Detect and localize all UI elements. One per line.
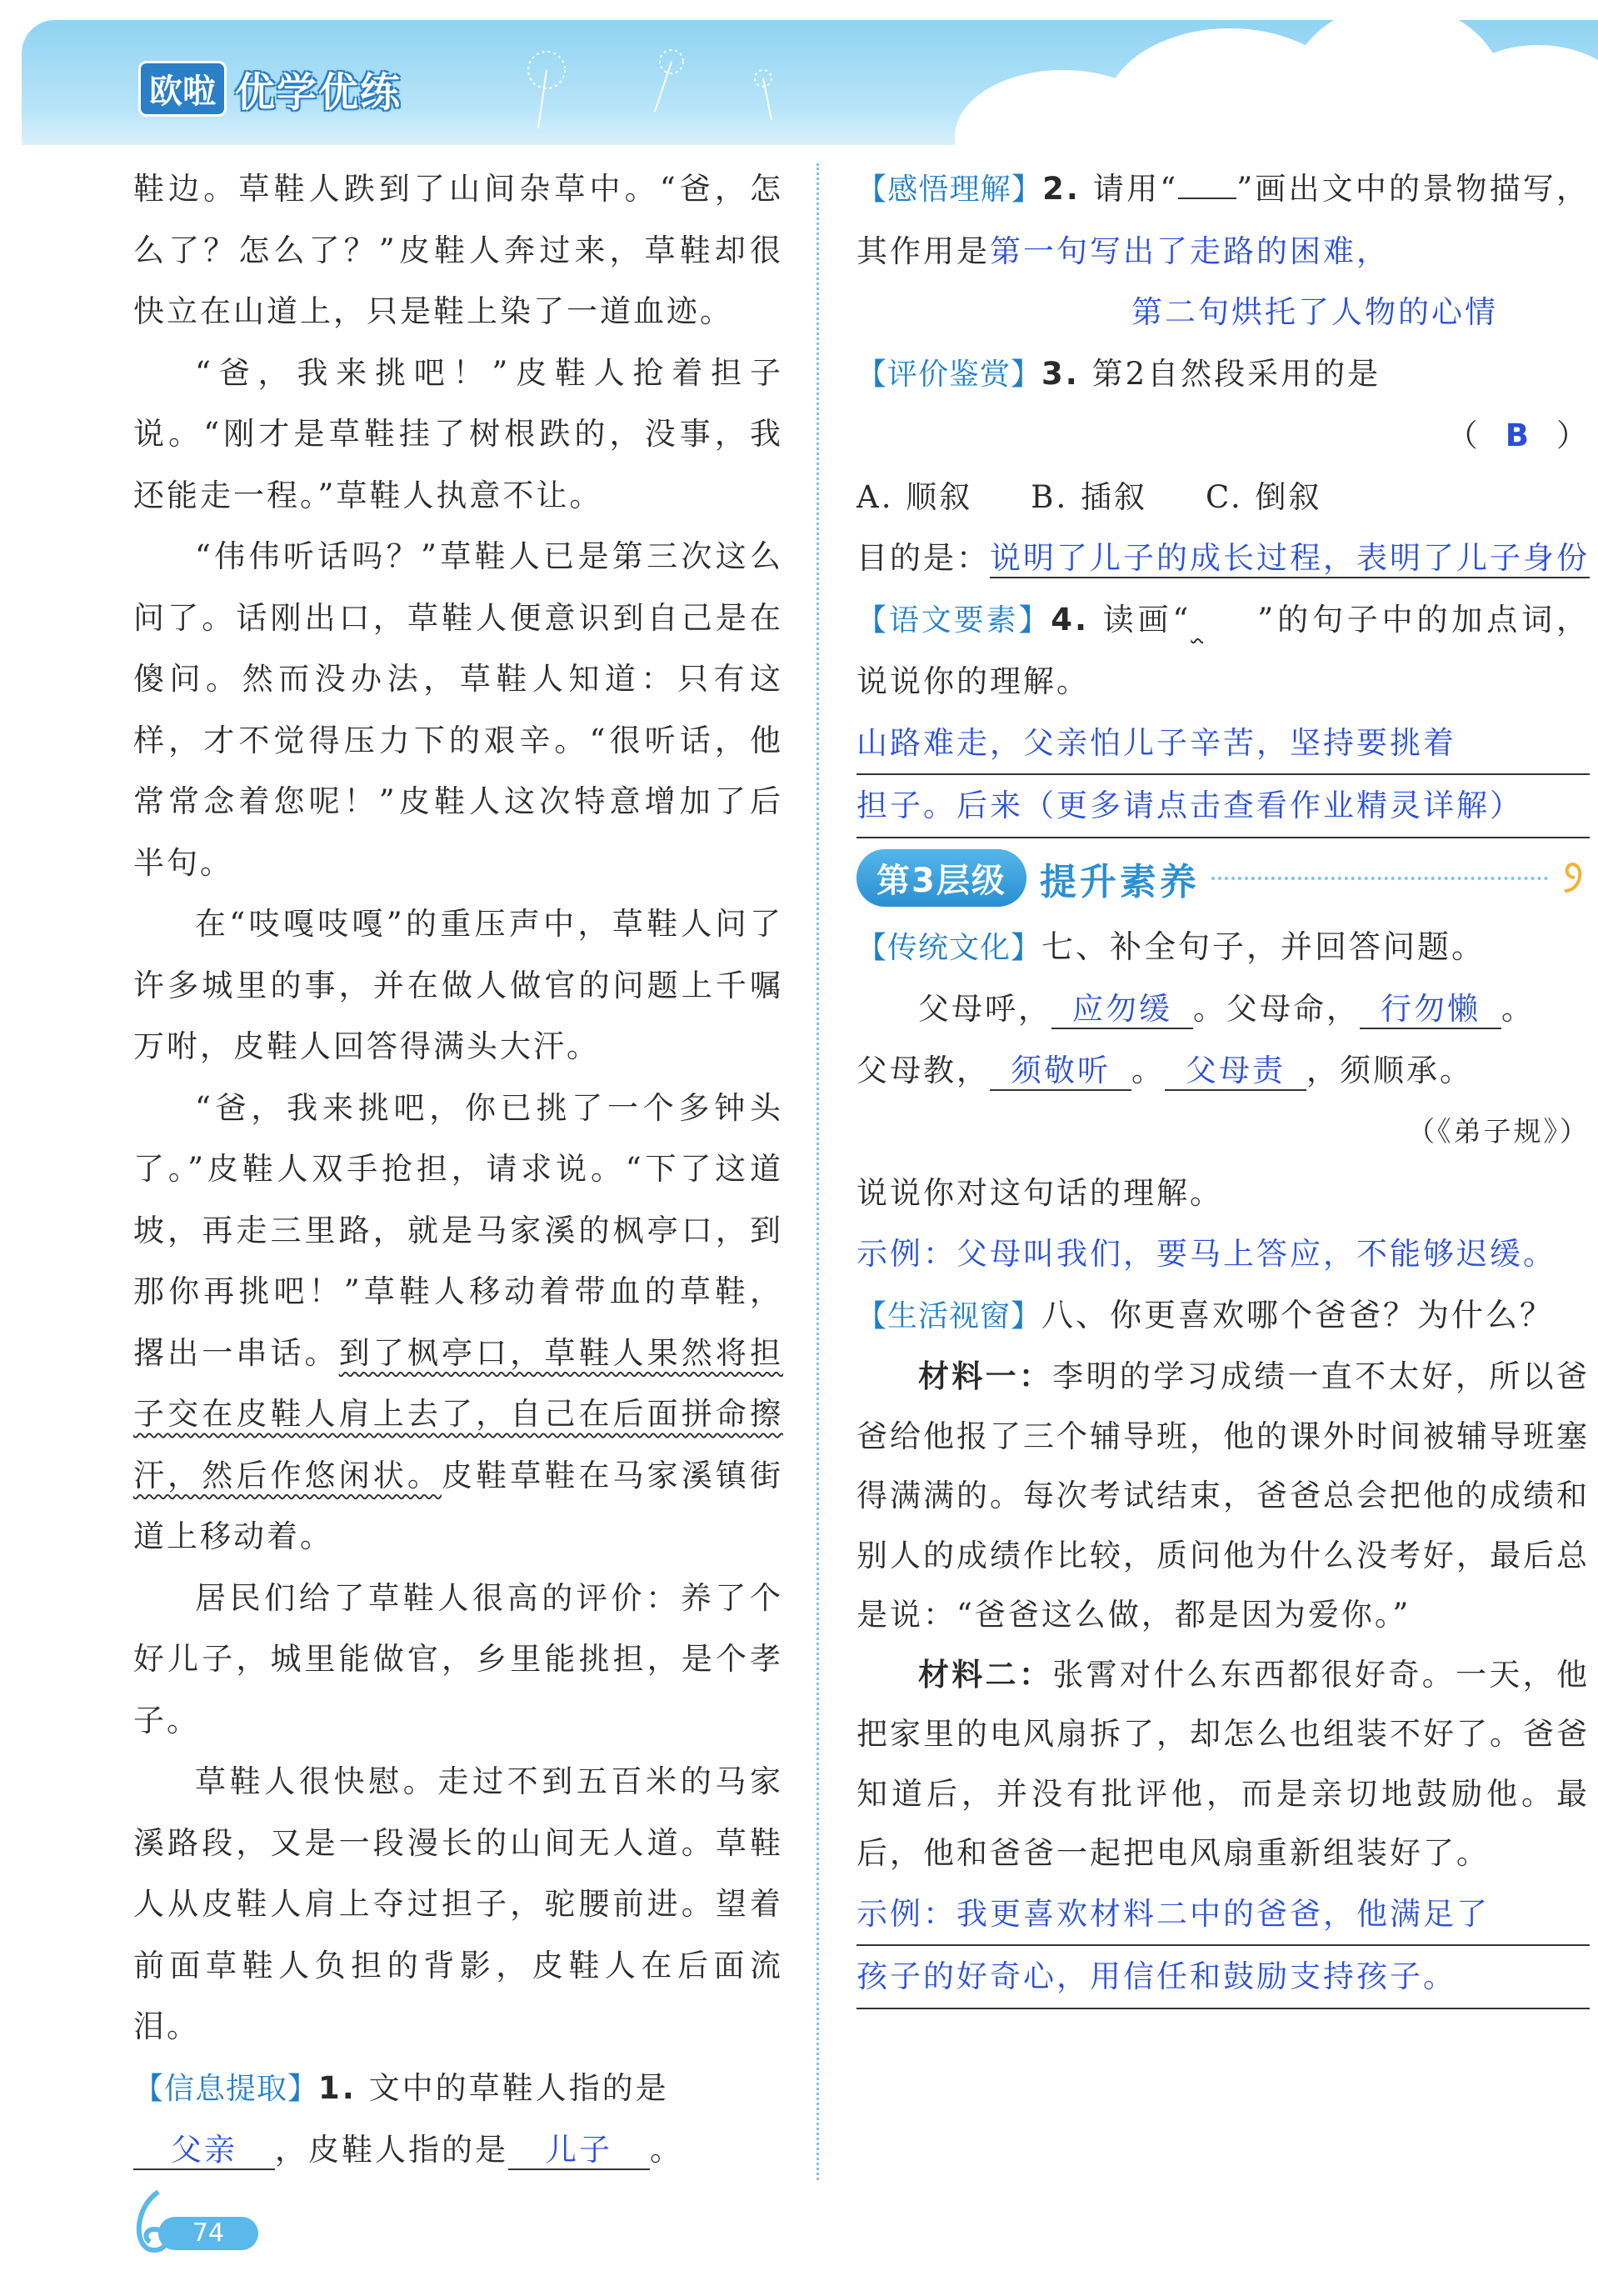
answer-text: 山路难走，父亲怕儿子辛苦，坚持要挑着 bbox=[856, 713, 1590, 776]
question-tag: 【感悟理解】 bbox=[856, 173, 1043, 207]
level-badge: 第3层级 bbox=[856, 849, 1026, 907]
left-column bbox=[133, 158, 783, 2181]
question-text: 读画“ bbox=[1089, 601, 1191, 638]
question-number: 1. bbox=[318, 2069, 357, 2106]
brand bbox=[138, 62, 402, 115]
question-4 bbox=[856, 589, 1590, 713]
question-tag: 【生活视窗】 bbox=[856, 1298, 1042, 1333]
underline-sample bbox=[1178, 198, 1236, 199]
wavy-underlined-sentence: 到了枫亭口，草鞋人果然将担子交在皮鞋人肩上去了，自己在后面拼命擦汗，然后作悠闲状。 bbox=[133, 1334, 784, 1493]
question-title: 八、你更喜欢哪个爸爸？为什么？ bbox=[1041, 1296, 1555, 1333]
question-text: ”的句子中的加点词，说说你的理解。 bbox=[856, 601, 1590, 699]
answer-text: 示例：我更喜欢材料二中的爸爸，他满足了 bbox=[856, 1883, 1590, 1947]
text-span: “爸，我来挑吧，你已挑了一个多钟头了。”皮鞋人双手抢担，请求说。“下了这道坡，再走三里路，就是马家溪的枫亭口，到那你再挑吧！”草鞋人移动着带血的草鞋，撂出一串话。 bbox=[133, 1089, 783, 1371]
question-tag: 【信息提取】 bbox=[133, 2071, 319, 2106]
text-span: 父母呼， bbox=[918, 991, 1051, 1027]
choice-option: B. 插叙 bbox=[1031, 478, 1147, 515]
answer-text: 第二句烘托了人物的心情 bbox=[1131, 294, 1498, 330]
text-span: 。 bbox=[1501, 991, 1535, 1027]
fill-line bbox=[856, 978, 1590, 1040]
choice-answer-value: B bbox=[1505, 418, 1531, 453]
question-1 bbox=[133, 2058, 783, 2181]
answer-line bbox=[856, 1883, 1590, 1947]
question-number: 3. bbox=[1041, 355, 1080, 392]
paragraph: 草鞋人很快慰。走过不到五百米的马家溪路段，又是一段漫长的山间无人道。草鞋人从皮鞋人肩上夺过担子，驼腰前进。望着前面草鞋人负担的背影，皮鞋人在后面流泪。 bbox=[133, 1763, 783, 2044]
paragraph: 鞋边。草鞋人跌到了山间杂草中。“爸，怎么了？怎么了？”皮鞋人奔过来，草鞋却很快立在山道上，只是鞋上染了一道血迹。 bbox=[133, 171, 783, 329]
question-text: 。 bbox=[650, 2132, 683, 2168]
paragraph: “爸，我来挑吧！”皮鞋人抢着担子说。“刚才是草鞋挂了树根跌的，没事，我还能走一程。”草鞋人执意不让。 bbox=[133, 354, 783, 513]
question-text: 文中的草鞋人指的是 bbox=[356, 2069, 669, 2106]
text-span: 。 bbox=[1131, 1052, 1165, 1088]
answer-text: 孩子的好奇心，用信任和鼓励支持孩子。 bbox=[856, 1946, 1590, 2009]
fill-line bbox=[856, 1040, 1590, 1102]
level-banner bbox=[856, 845, 1590, 912]
question-number: 4. bbox=[1051, 601, 1090, 638]
choice-option: A. 顺叙 bbox=[856, 478, 973, 515]
question-3 bbox=[856, 343, 1590, 406]
column-divider bbox=[816, 163, 819, 2180]
text-span: ，须顺承。 bbox=[1306, 1052, 1473, 1088]
material-label: 材料一： bbox=[918, 1358, 1053, 1394]
answer-blank: 父亲 bbox=[133, 2132, 275, 2170]
dotted-line bbox=[1211, 876, 1548, 880]
text-span: 皮鞋草鞋在马家溪镇街道上移动着。 bbox=[133, 1457, 783, 1554]
paragraph: 居民们给了草鞋人很高的评价：养了个好儿子，城里能做官，乡里能挑担，是个孝子。 bbox=[133, 1579, 783, 1738]
page-header bbox=[22, 20, 1598, 145]
material-label: 材料二： bbox=[918, 1655, 1053, 1693]
answer-text: 说明了儿子的成长过程，表明了儿子身份 bbox=[990, 540, 1590, 578]
answer-text: 担子。后来（更多请点击查看作业精灵详解） bbox=[856, 775, 1590, 838]
answer-blank: 行勿懒 bbox=[1360, 991, 1501, 1029]
question-title: 七、补全句子，并回答问题。 bbox=[1041, 928, 1486, 965]
answer-line bbox=[856, 775, 1590, 838]
question-text: 第2自然段采用的是 bbox=[1079, 355, 1381, 392]
source-citation: （《弟子规》） bbox=[1407, 1115, 1590, 1148]
answer-line bbox=[856, 713, 1590, 776]
choice-option: C. 倒叙 bbox=[1205, 478, 1322, 515]
question-text: 请用“ bbox=[1080, 171, 1179, 207]
answer-blank: 须敬听 bbox=[990, 1053, 1131, 1091]
text-span: 。父母命， bbox=[1193, 991, 1360, 1027]
paragraph: 在“吱嘎吱嘎”的重压声中，草鞋人问了许多城里的事，并在做人做官的问题上千嘱万咐，皮鞋人回答得满头大汗。 bbox=[133, 906, 783, 1064]
right-column bbox=[856, 158, 1590, 2009]
wavy-underline-sample bbox=[1191, 589, 1257, 651]
question-tag: 【评价鉴赏】 bbox=[856, 357, 1042, 392]
question-tag: 【语文要素】 bbox=[856, 603, 1051, 638]
swirl-icon bbox=[1556, 858, 1590, 899]
material-1 bbox=[856, 1347, 1590, 1645]
question-tag: 【传统文化】 bbox=[856, 930, 1042, 965]
answer-text: 示例：父母叫我们，要马上答应，不能够迟缓。 bbox=[856, 1236, 1556, 1272]
answer-line bbox=[856, 1223, 1590, 1285]
material-text: 张霄对什么东西都很好奇。一天，他把家里的电风扇拆了，却怎么也组装不好了。爸爸知道后，并没有批评他，而是亲切地鼓励他。最后，他和爸爸一起把电风扇重新组装好了。 bbox=[856, 1656, 1591, 1871]
purpose-line bbox=[856, 528, 1590, 589]
question-text: ，皮鞋人指的是 bbox=[275, 2132, 508, 2168]
answer-blank: 儿子 bbox=[508, 2132, 650, 2170]
material-text: 李明的学习成绩一直不太好，所以爸爸给他报了三个辅导班，他的课外时间被辅导班塞得满满的。每次考试结束，爸爸总会把他的成绩和别人的成绩作比较，质问他为什么没考好，最后总是说：“爸爸这么做，都是因为爱你。” bbox=[856, 1358, 1591, 1633]
paragraph: “伟伟听话吗？”草鞋人已是第三次这么问了。话刚出口，草鞋人便意识到自己是在傻问。然而没办法，草鞋人知道：只有这样，才不觉得压力下的艰辛。“很听话，他常常念着您呢！”皮鞋人这次特意增加了后半句。 bbox=[133, 538, 783, 881]
choice-options bbox=[856, 467, 1590, 528]
question-number: 2. bbox=[1042, 171, 1081, 207]
purpose-label: 目的是： bbox=[856, 540, 990, 576]
question-text: ”画出文中的景物描写，其作用是 bbox=[856, 171, 1590, 269]
text-span: 父母教， bbox=[856, 1052, 990, 1088]
answer-blank: 应勿缓 bbox=[1051, 991, 1193, 1029]
answer-line bbox=[856, 282, 1590, 343]
material-2 bbox=[856, 1645, 1590, 1883]
choice-answer bbox=[856, 405, 1590, 467]
answer-text: 第一句写出了走路的困难， bbox=[990, 233, 1390, 269]
page-number: 74 bbox=[158, 2217, 258, 2250]
question-prompt: 说说你对这句话的理解。 bbox=[856, 1174, 1223, 1211]
bracket: ） bbox=[1556, 418, 1590, 453]
level-title: 提升素养 bbox=[1039, 860, 1200, 903]
paragraph bbox=[133, 1078, 783, 1568]
brand-title: 优学优练 bbox=[235, 68, 402, 116]
answer-line bbox=[856, 1946, 1590, 2009]
answer-blank: 父母责 bbox=[1165, 1053, 1306, 1091]
dandelion-icon bbox=[488, 37, 838, 137]
brand-logo: 欧啦 bbox=[138, 61, 227, 117]
bracket: （ bbox=[1446, 418, 1481, 453]
question-8 bbox=[856, 1285, 1590, 1348]
question-2 bbox=[856, 158, 1590, 282]
question-7 bbox=[856, 917, 1590, 979]
